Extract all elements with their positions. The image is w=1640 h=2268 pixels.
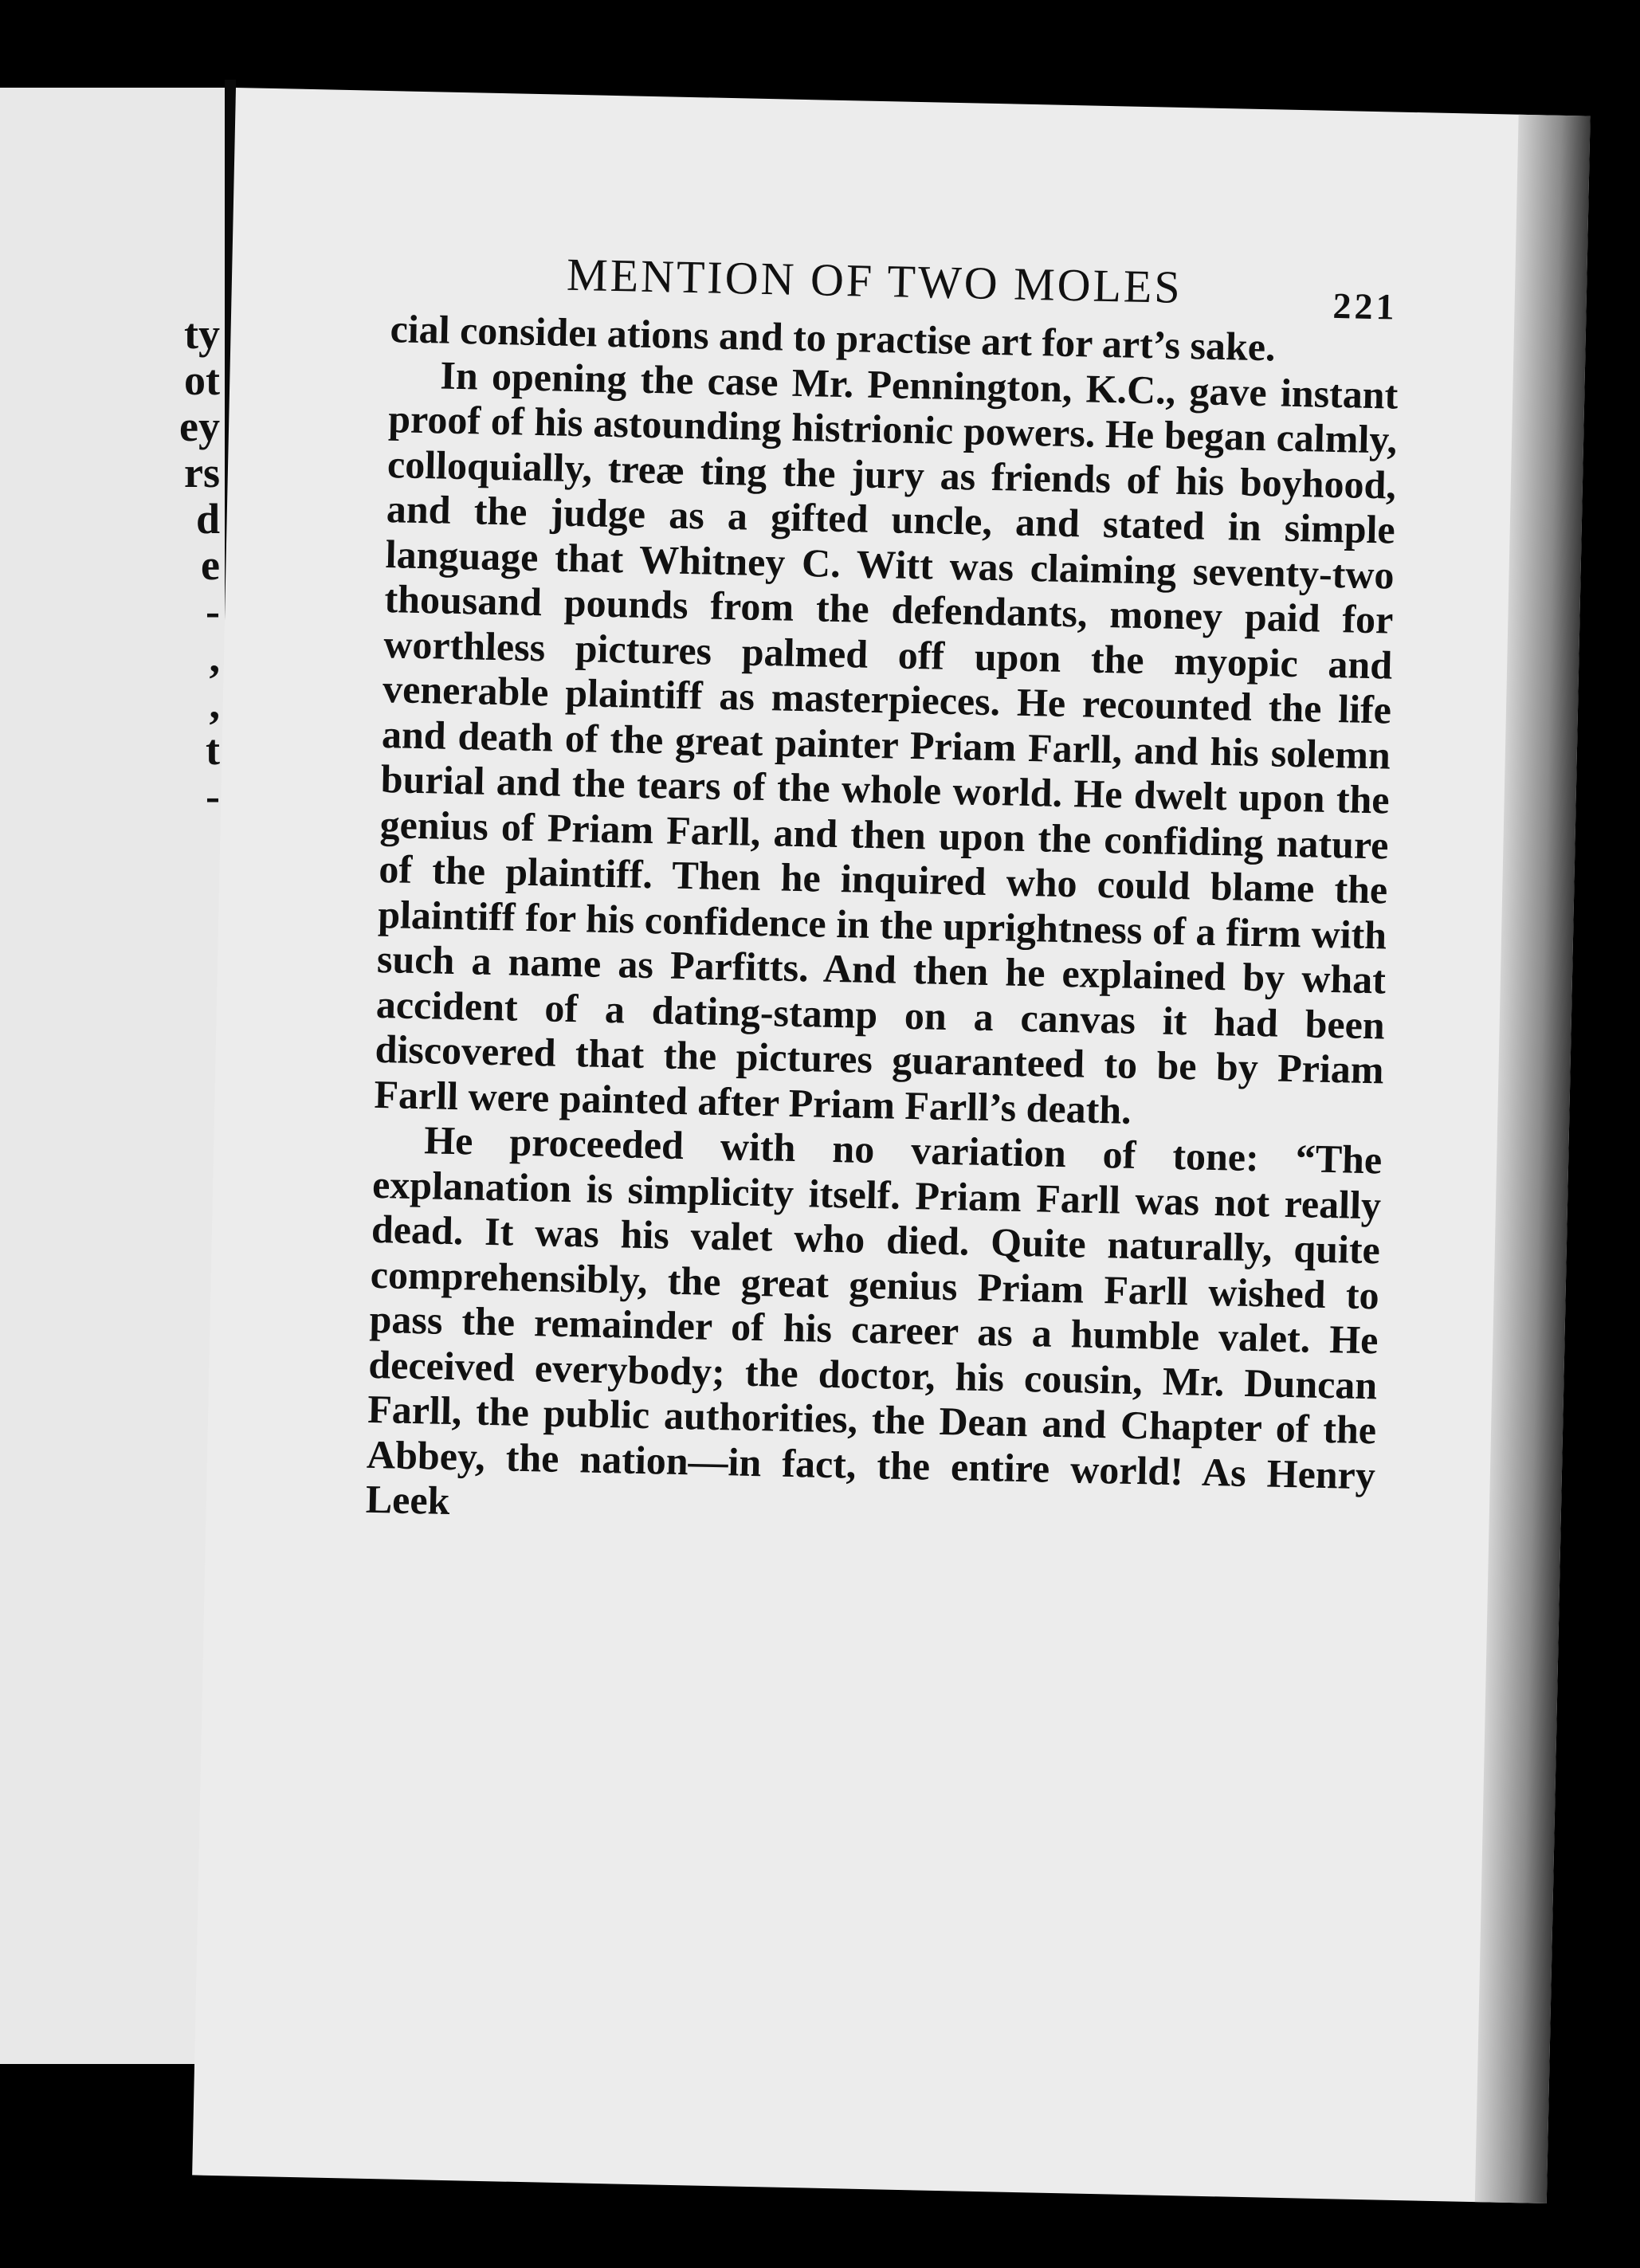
fragment: , bbox=[209, 680, 220, 728]
fragment: t bbox=[206, 726, 220, 774]
page-edge-shadow bbox=[1475, 115, 1591, 2203]
page-number: 221 bbox=[1332, 284, 1399, 328]
fragment: , bbox=[209, 634, 220, 681]
paragraph: cial consideı ations and to practise art for art’s sake. bbox=[390, 306, 1277, 370]
fragment: rs bbox=[184, 449, 220, 496]
previous-page bbox=[0, 88, 225, 2064]
fragment: ey bbox=[179, 402, 220, 450]
fragment: ty bbox=[184, 310, 220, 358]
paragraph: In opening the case Mr. Pennington, K.C., gave instant proof of his astounding histrionic powers. He began calmly, colloquially, treæ ting the jury as friends of his boyhood, and the judge as a gifted uncle, and stated in simple language that Whitney C. Witt was claiming seventy-two thousand pounds from the defendants, money paid for worthless pictures palmed off upon the myopic and venerable plaintiff as masterpieces. He recounted the life and death of the great painter Priam Farll, and his solemn burial and the tears of the whole world. He dwelt upon the genius of Priam Farll, and then upon the confiding nature of the plaintiff. Then he inquired who could blame the plaintiff for his confidence in the uprightness of a firm with such a name as Parfitts. And then he explained by what accident of a dating-stamp on a canvas it had been discovered that the pictures guaranteed to be by Priam Farll were painted after Priam Farll’s death. bbox=[374, 351, 1399, 1132]
fragment: - bbox=[206, 587, 220, 635]
fragment: d bbox=[195, 495, 220, 543]
fragment: - bbox=[206, 772, 220, 820]
previous-page-fragments bbox=[148, 311, 220, 819]
running-head: MENTION OF TWO MOLES bbox=[566, 248, 1183, 313]
fragment: ot bbox=[184, 356, 220, 404]
paragraph: He proceeded with no variation of tone: “The explanation is simplicity itself. Priam Farll was not really dead. It was his valet who died. Quite naturally, quite comprehensibly, the great genius Priam Farll wished to pass the remainder of his career as a humble valet. He deceived everybody; the doctor, his cousin, Mr. Duncan Farll, the public authorities, the Dean and Chapter of the Abbey, the nation—in fact, the entire world! As Henry Leek bbox=[365, 1117, 1383, 1524]
book-page bbox=[192, 88, 1590, 2203]
body-text bbox=[365, 306, 1399, 1543]
fragment: e bbox=[201, 541, 220, 589]
